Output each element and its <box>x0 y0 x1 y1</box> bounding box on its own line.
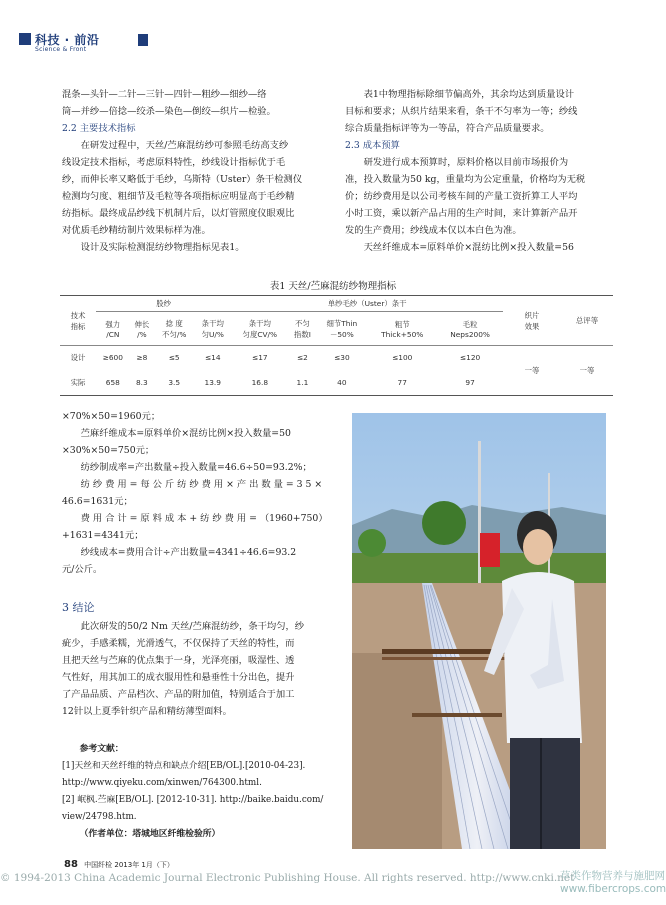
body-line: 此次研发的50/2 Nm 天丝/苎麻混纺纱，条干均匀，纱 <box>80 621 305 632</box>
left-column-top <box>62 86 327 256</box>
body-line: 在研发过程中，天丝/苎麻混纺纱可参照毛纺高支纱 <box>80 140 289 151</box>
header-logo-square <box>19 33 31 45</box>
body-line: 检测均匀度、粗细节及毛粒等各项指标应明显高于毛纱精 <box>62 191 295 202</box>
references-heading: 参考文献： <box>79 744 124 754</box>
body-line: 线设定技术指标，考虑原料特性，纱线设计指标优于毛 <box>62 157 286 168</box>
conclusion-heading: 3 结论 <box>62 601 95 614</box>
header-bar-mark <box>138 34 148 46</box>
body-line: 且把天丝与苎麻的优点集于一身，光泽亮丽，吸湿性、透 <box>62 655 295 666</box>
reference-line: http://www.qiyeku.com/xinwen/764300.html. <box>62 778 262 788</box>
body-line: 小时工资，乘以新产品占用的生产时间，来计算新产品开 <box>345 208 578 219</box>
body-line: 12针以上夏季针织产品和精纺薄型面料。 <box>62 706 232 717</box>
body-line: 纺纱制成率=产出数量÷投入数量=46.6÷50=93.2%； <box>80 462 312 473</box>
table-cell: 97 <box>465 377 475 387</box>
body-line: 筒—并纱—倍捻—绞杀—染色—倒绞—织片—检验。 <box>62 106 276 117</box>
table-col-header: 捻 度 不匀/% <box>162 318 187 339</box>
table-cell: 77 <box>397 377 407 387</box>
properties-table <box>60 295 613 396</box>
table-header-grade: 总评等 <box>575 316 599 325</box>
body-line: 准，投入数量为50 kg，重量均为公定重量，价格均为无税 <box>345 174 586 185</box>
reference-line: [2] 岷枫.苎麻[EB/OL]. [2012-10-31]. http://baike.baidu.com/ <box>62 795 324 805</box>
body-line: 综合质量指标评等为一等品，符合产品质量要求。 <box>345 123 550 134</box>
table-row <box>60 346 613 370</box>
table-col-header: 条干均 匀U/% <box>201 318 224 339</box>
body-line: 对优质毛纱精纺制片效果标样为准。 <box>62 225 211 236</box>
references-section <box>62 741 332 843</box>
table-cell: 3.5 <box>168 377 181 387</box>
section-heading: 2.2 主要技术指标 <box>62 123 136 134</box>
table-header-effect: 织片 效果 <box>524 310 540 331</box>
row-label: 设计 <box>70 353 86 363</box>
body-line: 纱线成本=费用合计÷产出数量=4341÷46.6=93.2 <box>80 547 297 558</box>
body-line: 目标和要求；从织片结果来看，条干不匀率为一等；纱线 <box>345 106 578 117</box>
table-cell: ≤100 <box>392 353 413 363</box>
table-cell: 8.3 <box>135 377 148 387</box>
table-col-header: 伸长 /% <box>134 319 150 339</box>
table-header-uster: 单纱毛纱（Uster）条干 <box>231 296 503 312</box>
table-header-tech: 技术 指标 <box>70 310 86 331</box>
table-col-header: 条干均 匀度CV/% <box>242 318 278 339</box>
table-cell: 40 <box>337 377 347 387</box>
watermark-line1: 草类作物营养与施肥网 <box>560 870 665 882</box>
copyright-notice: © 1994-2013 China Academic Journal Electronic Publishing House. All rights reserved. http://www.cnki.net <box>0 872 575 884</box>
table-cell: ≤2 <box>296 353 308 363</box>
body-line: 气性好，用其加工的成衣服用性和悬垂性十分出色，提升 <box>62 672 295 683</box>
body-line: 表1中物理指标除细节偏高外，其余均达到质量设计 <box>363 89 575 100</box>
conclusion-section <box>62 599 330 720</box>
reference-line: view/24798.htm. <box>62 812 137 822</box>
table-title: 表1 天丝/苎麻混纺纱物理指标 <box>269 281 397 292</box>
page-number: 88 <box>64 859 78 870</box>
photo-weaving-worker <box>352 413 606 849</box>
row-label: 实际 <box>70 377 86 387</box>
table-cell: 16.8 <box>251 377 269 387</box>
table-cell: ≤120 <box>459 353 481 363</box>
body-line: 纺指标。最终成品纱线下机制片后，以灯管照度仪眼观比 <box>62 208 295 219</box>
table-cell: ≥8 <box>136 353 148 363</box>
body-line: 疵少，手感柔糯，光滑透气，不仅保持了天丝的特性，而 <box>62 638 295 649</box>
body-line: +1631=4341元； <box>62 530 144 541</box>
effect-value: 一等 <box>524 366 540 375</box>
table-cell: ≤30 <box>334 353 350 363</box>
watermark-line2: www.fibercrops.com <box>560 883 666 895</box>
body-line: 纺 纱 费 用 = 每 公 斤 纺 纱 费 用 × 产 出 数 量 = 3 5 × <box>80 479 323 490</box>
body-line: 了产品品质、产品档次、产品的附加值，特别适合于加工 <box>62 689 295 700</box>
body-line: 设计及实际检测混纺纱物理指标见表1。 <box>80 242 245 253</box>
body-line: ×70%×50=1960元； <box>62 411 161 422</box>
grade-value: 一等 <box>579 366 595 375</box>
table-cell: 1.1 <box>296 377 309 387</box>
table-col-header: 强力 /CN <box>105 319 121 339</box>
body-line: 价；纺纱费用是以公司考核车间的产量工资折算工人平均 <box>345 191 578 202</box>
table-col-header: 不匀 指数I <box>293 318 311 339</box>
author-affiliation: （作者单位：塔城地区纤维检验所） <box>79 829 221 839</box>
table-col-header: 毛粒 Neps200% <box>450 319 490 339</box>
table-cell: 13.9 <box>204 377 221 387</box>
table-col-header: 细节Thin －50% <box>326 318 358 339</box>
body-line: 费 用 合 计 = 原 料 成 本 + 纺 纱 费 用 = （1960+750） <box>80 513 328 524</box>
section-subtitle: Science & Front <box>35 46 87 53</box>
table-cell: ≤17 <box>252 353 268 363</box>
body-line: 元/公斤。 <box>62 564 103 575</box>
left-column-bottom <box>62 408 330 578</box>
section-heading: 2.3 成本预算 <box>345 140 400 151</box>
section-title: 科技 · 前沿 <box>35 33 100 47</box>
table-cell: ≤5 <box>168 353 180 363</box>
table-header-single-yarn: 股纱 <box>96 296 231 312</box>
journal-issue: 中国纤检 2013年 1月（下） <box>84 861 174 869</box>
table-cell: ≥600 <box>102 353 123 363</box>
body-line: 纱，而伸长率又略低于毛纱，乌斯特（Uster）条干检测仪 <box>62 174 303 185</box>
body-line: 苎麻纤维成本=原料单价×混纺比例×投入数量=50 <box>80 428 291 439</box>
body-line: 混条—头针—二针—三针—四针—粗纱—细纱—络 <box>62 89 267 100</box>
body-line: 发的生产费用；纱线成本仅以本白色为准。 <box>345 225 522 236</box>
body-line: ×30%×50=750元； <box>62 445 155 456</box>
body-line: 天丝纤维成本=原料单价×混纺比例×投入数量=56 <box>363 242 574 253</box>
table-col-header: 粗节 Thick+50% <box>381 319 424 339</box>
body-line: 研发进行成本预算时，原料价格以目前市场报价为 <box>363 157 569 168</box>
table-cell: ≤14 <box>204 353 221 363</box>
reference-line: [1]天丝和天丝纤维的特点和缺点介绍[EB/OL].[2010-04-23]. <box>62 761 306 771</box>
table-cell: 658 <box>105 377 120 387</box>
page-footer <box>64 859 174 870</box>
body-line: 46.6=1631元； <box>62 496 133 507</box>
right-column-top <box>345 86 610 256</box>
